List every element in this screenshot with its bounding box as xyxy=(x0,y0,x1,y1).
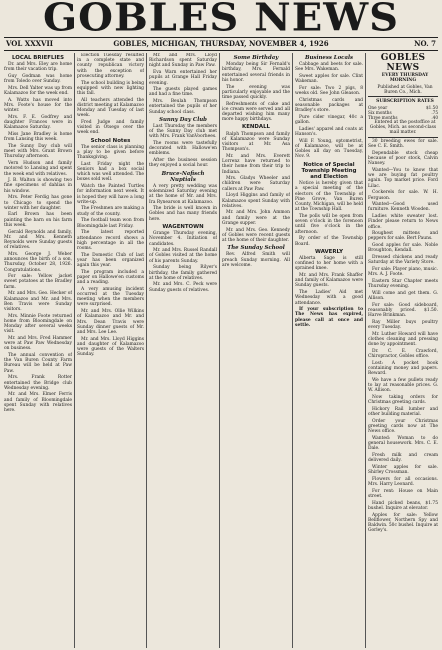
news-item: Dressed chickens and ready Saturday at the Variety Store. xyxy=(368,255,438,266)
news-item: Ralph Thompson and family of Kalamazoo were Sunday visitors at Mr. Asa Thompson's. xyxy=(222,131,290,153)
news-item: Sweet apples for sale. Clint Wakeman. xyxy=(295,74,363,85)
divider xyxy=(368,137,438,138)
section-heading: Notice of Special Township Meeting and Election xyxy=(301,161,357,181)
news-item: A very pretty wedding was solemnized Saturday evening at the home of Mr. and Mrs. Ira Rynearson at Kalamazoo. xyxy=(149,183,217,205)
news-item: Alberta Sage is still confined to her home with a sprained knee. xyxy=(295,255,363,272)
news-item: A. Watts has moved into Mrs. Foote's house for the winter. xyxy=(4,97,72,114)
column-local-briefs xyxy=(4,53,72,648)
news-item: For sale: Two 2 pigs, 8 weeks old. See John Gleason. xyxy=(295,86,363,97)
news-item: The evening was particularly enjoyable and the time passed quickly. xyxy=(222,84,290,100)
news-item: For sale: Good sideboard, reasonably priced. $1.50. Harve Brinkman. xyxy=(368,302,438,319)
news-item: Vern Hudson and family motored to Lansing and spent the week end with relatives. xyxy=(4,161,72,177)
news-item: Roughest mittens and peppers for sale. Bert Pauns. xyxy=(368,231,438,242)
news-item: Mr. and Mrs. Ollie Wilkins of Kalamazoo and Mr. and Mrs. Dean Travis were Sunday dinner guests of Mr. and Mrs. Lee Lee. xyxy=(77,309,144,335)
section-heading: Some Birthday xyxy=(233,55,279,61)
news-item: Order your Christmas greeting cards now at The News office. xyxy=(368,418,438,435)
news-item: Mrs. Frank Rotter entertained the Bridge club Wednesday evening. xyxy=(4,375,72,391)
news-item: Pure cider vinegar, 40c a gallon. xyxy=(295,115,363,126)
section-heading: The Sunday School xyxy=(227,245,285,252)
rate-term: One year xyxy=(368,105,388,110)
news-item: The program included a paper on Hallowe'en customs and a reading. xyxy=(77,269,144,286)
news-item: Grange Thursday evening, November 4. Initiation of candidates. xyxy=(149,231,217,247)
news-item: For rent: House on Main street. xyxy=(368,488,438,499)
news-item: Dependable stock cheap because of poor stock, Calvin Nansey. xyxy=(368,150,438,167)
news-item: Ladies white sweater lost. Finder please return to News office. xyxy=(368,214,438,230)
news-item: Eva Warn entertained her pupils at Grange Hall Friday evening. xyxy=(149,70,217,86)
news-item: Cabbage and beets for sale. See Mrs. Wakeman. xyxy=(295,62,363,73)
news-item: Will F. Young, optometrist, of Kalamazoo, will be at Gobles all day on Tuesday, Nov. 9. xyxy=(295,138,363,160)
news-item: Election Tuesday resulted in a complete state and county republican victory with the exception of prosecuting attorney. xyxy=(77,53,144,79)
column-masthead-ads xyxy=(368,53,438,648)
rate-price: $1.50 xyxy=(426,105,438,110)
section-heading: Sunny Day Club xyxy=(159,116,207,123)
news-item: Mr. and Mrs. Everett Lorrenz have returned to their home from their trip to Indiana. xyxy=(222,153,290,175)
article-list xyxy=(77,53,144,136)
news-item: Mr. Luther Howard will have clothes cleaning and pressing done by appointment. xyxy=(368,331,438,348)
news-item: The rooms were tastefully decorated with Hallowe'en emblems. xyxy=(149,141,217,157)
publication-place: Published at Gobles, Van Buren Co., Mich. xyxy=(377,84,433,95)
column-two xyxy=(77,53,144,648)
news-item: Mr. and Mrs. Frank Shaffer and family of Kalamazoo were Sunday guests. xyxy=(295,273,363,289)
rate-price: .75 xyxy=(431,110,438,115)
news-item: Mr. and Mrs. C. Peck were Sunday guests of relatives. xyxy=(149,282,217,293)
news-item: The school building is being equipped with new lighting this fall. xyxy=(77,80,144,96)
news-item: The polls will be open from seven o'clock in the forenoon until five o'clock in the afternoon. xyxy=(295,213,363,235)
news-item: 30 breeding ewes for sale. See C. E. Smith. xyxy=(368,139,438,150)
news-item: Mr. and Mrs. Lloyd Richardson spent Saturday night and Sunday in Paw Paw. xyxy=(149,53,217,69)
news-item: Wanted—Good used furniture. Kenneth Wooden. xyxy=(368,202,438,213)
news-item: The Domestic Club of last year has been organized again this year. xyxy=(77,252,144,269)
article-list xyxy=(222,132,290,244)
volume-number: VOL XXXVII xyxy=(6,39,54,48)
news-item: After the business session they enjoyed a social hour. xyxy=(149,158,217,169)
subscription-notice: If your subscription to The News has expired, please call at once and settle. xyxy=(295,307,363,328)
news-item: Now taking orders for Christmas greeting cards. xyxy=(368,394,438,406)
news-item: Ladies' apparel and coats at Hanson's. xyxy=(295,126,363,138)
news-item: Wanted—You to know that we are buying fat poultry again. Top market price. Ford Lilac. xyxy=(368,168,438,189)
news-item: For sale: Player piano, music. Mrs. A. J. Foote. xyxy=(368,266,438,278)
news-item: A very amusing incident occurred at the Tuesday meeting when the members were surprised. xyxy=(77,286,144,308)
news-item: Fresh milk and cream delivered daily. xyxy=(368,452,438,464)
news-item: All teachers attended the district meeting at Kalamazoo Monday and Tuesday of last week. xyxy=(77,97,144,119)
news-item: Will come and get them. G. Allison. xyxy=(368,290,438,301)
news-item: The bride is well known in Gobles and has many friends here. xyxy=(149,206,217,222)
issue-number: NO. 7 xyxy=(414,39,436,48)
column-rule xyxy=(365,53,366,648)
column-four xyxy=(222,53,290,648)
section-heading: KENDALL xyxy=(242,124,270,131)
article-list xyxy=(149,231,217,293)
section-heading: Business Locals xyxy=(304,55,354,61)
news-item: Winter apples for sale. Shirley Crossman. xyxy=(368,464,438,476)
dateline: GOBLES, MICHIGAN, THURSDAY, NOVEMBER 4, 1926 xyxy=(113,39,329,48)
publication-schedule: EVERY THURSDAY MORNING xyxy=(381,73,429,83)
masthead: GOBLES NEWS xyxy=(42,0,400,40)
column-three xyxy=(149,53,217,648)
news-item: Mrs. Peter Ferdig has gone to Chicago to spend the winter with her daughter. xyxy=(4,195,72,211)
news-item: Mr. and Mrs. Geo. Kennedy of Gobles were recent guests at the home of their daughter. xyxy=(222,227,290,243)
news-item: Last Friday night the Seniors had a box social which was well attended. The boxes sold well. xyxy=(77,161,144,183)
section-heading: Bruce-Nafisch Nuptials xyxy=(161,170,205,183)
column-rule xyxy=(146,53,147,648)
news-item: Wanted: Woman to do general housework. Mrs. C. E. Dale. xyxy=(368,435,438,452)
news-item: Mr. and Mrs. Lloyd Higgins and daughter of Kalamazoo were guests of the Walters Sunday. xyxy=(77,336,144,358)
rate-term: Six months xyxy=(368,110,392,115)
news-item: The Ladies' Aid met Wednesday with a good attendance. xyxy=(295,290,363,306)
article-list xyxy=(4,62,72,413)
news-item: Gerald Reynolds and family, Mr. and Mrs. Kenneth Reynolds were Sunday guests of relatives. xyxy=(4,229,72,251)
news-item: By order of the Township Board. xyxy=(295,236,363,247)
news-item: Mr. and Mrs. Fred Hammer were at Paw Paw Wednesday on business. xyxy=(4,335,72,352)
news-item: Guy Godman was home from Toledo over Sunday. xyxy=(4,74,72,85)
news-item: Apples for sale: Yellow Bellflower, Northern Spy and Baldwin. 50c bushel. Inquire at Gorley's. xyxy=(368,512,438,534)
subscription-rates-table xyxy=(368,105,438,120)
postal-entry-note: Entered at the postoffice at Gobles, Mich. as second-class mail matter. xyxy=(369,120,437,135)
news-item: Ray Miller buys poultry every Tuesday. xyxy=(368,319,438,330)
news-item: The annual convention of the Van Buren County Farm Bureau will be held at Paw Paw. xyxy=(4,353,72,374)
article-list xyxy=(222,62,290,122)
section-heading: WAVERLY xyxy=(314,248,343,255)
news-item: The Freshmen are making a study of the county. xyxy=(77,206,144,217)
news-item: The Sunny Day club will meet with Mrs. Grant Brown Thursday afternoon. xyxy=(4,144,72,160)
section-heading: School Notes xyxy=(90,137,131,144)
article-list xyxy=(77,253,144,358)
news-item: Flowers for all occasions. Mrs. Harry Leonard. xyxy=(368,476,438,487)
rates-heading: SUBSCRIPTION RATES xyxy=(376,98,434,104)
news-item: Christmas cards and seasonable packages at Bradley's store. xyxy=(295,97,363,114)
news-item: The guests played games and had a fine time. xyxy=(149,87,217,98)
news-item: Last Thursday the members of the Sunny Day club met with Mrs. Frank VanVoorhees. xyxy=(149,123,217,140)
section-heading: WAGENTOWN xyxy=(162,223,204,230)
column-rule xyxy=(74,53,75,648)
article-list xyxy=(77,145,144,251)
column-rule xyxy=(292,53,293,648)
news-item: Dr. and Mrs. Eley are home from their vacation trip. xyxy=(4,62,72,73)
news-item: Earl Brown has been painting the barn on his farm this week. xyxy=(4,212,72,228)
column-rule xyxy=(219,53,220,648)
news-item: Mr. and Mrs. Russel Randall of Gobles visited at the home of his parents Sunday. xyxy=(149,248,217,264)
news-item: Mrs. Minnie Foote returned home from Bloomingdale on Monday after several weeks visit. xyxy=(4,313,72,335)
news-item: We have a few pullets ready to lay at reasonable prices. G. W. Allison. xyxy=(368,377,438,394)
news-item: Mr. and Mrs. Geo. Hecker of Kalamazoo and Mr. and Mrs. Ben Travis were Sunday visitors. xyxy=(4,291,72,312)
classified-ads xyxy=(368,139,438,533)
news-item: Lost: A pocket book containing money and papers. Reward. xyxy=(368,360,438,377)
article-list xyxy=(222,252,290,268)
news-item: Miss Jane Bradley is home from Lansing this week. xyxy=(4,132,72,143)
news-item: Mrs. Beulah Thompson entertained the pupils of her Sunday school class. xyxy=(149,99,217,115)
article-list xyxy=(149,124,217,169)
news-item: Hickory Rail lumber and other building material. xyxy=(368,406,438,418)
news-item: Rev. Alfred Smith will preach Sunday morning. All are welcome. xyxy=(222,252,290,268)
folio-line xyxy=(4,37,438,51)
column-five xyxy=(295,53,363,648)
news-item: The football team won from Bloomingdale last Friday. xyxy=(77,218,144,229)
paper-nameplate: GOBLES NEWS xyxy=(380,53,426,73)
divider xyxy=(368,96,438,97)
news-item: Notice is hereby given that a special meeting of the electors of the Township of Pine Grove, Van Buren County, Michigan, will be held at the Township Hall. xyxy=(295,181,363,213)
news-item: Good apples for sale. Noble Broughton, Kendall. xyxy=(368,243,438,254)
rate-price: .40 xyxy=(431,115,438,120)
news-item: J. B. Walton is showing two fine specimens of dahlias in his window. xyxy=(4,178,72,194)
news-item: The senior class is planning a play to be given before Thanksgiving. xyxy=(77,144,144,161)
news-item: Mrs. F. E. Godfrey and daughter Frances were in Kalamazoo Saturday. xyxy=(4,115,72,131)
news-item: Sunday being Rilyer's birthday, the family gathered at the home of relatives. xyxy=(149,265,217,281)
news-item: Mr. and Mrs. John Ammon and family were at the Grange supper. xyxy=(222,210,290,226)
news-item: Cockerels for sale. W. H. Ferguson. xyxy=(368,190,438,201)
news-item: Refreshments of cake and ice cream were served and all departed wishing him many more happy birthdays. xyxy=(222,101,290,123)
news-item: Mrs. George J. Weber announces the birth of a son, Thursday, October 28, 1926. Congratulations. xyxy=(4,251,72,273)
news-item: The latest reported attendance record shows a high percentage in all the rooms. xyxy=(77,230,144,251)
news-item: Monday being Sir Fernald's birthday, Mrs. Fernald entertained several friends in his honor. xyxy=(222,62,290,83)
section-heading: LOCAL BRIEFLIES xyxy=(12,55,64,61)
news-item: Lloyd Higgins and family of Kalamazoo spent Sunday with relatives. xyxy=(222,193,290,209)
article-list xyxy=(149,184,217,222)
news-item: Mrs. Gladys Wheeler and children were Saturday callers at Paw Paw. xyxy=(222,176,290,192)
article-list xyxy=(295,62,363,159)
article-list xyxy=(295,256,363,306)
news-item: Mr. and Mrs. Elmer Ferris and family of Bloomingdale spent Sunday with relatives here. xyxy=(4,392,72,414)
news-item: Watch the Painted Turtles for information next week. It is hoped they will have a long write-up. xyxy=(77,184,144,205)
news-item: Mrs. Dell Yalter was up from Kalamazoo for the week end. xyxy=(4,86,72,97)
news-item: Dr. C. E. Crawford, Chiropractor, Gobles office. xyxy=(368,348,438,360)
rate-term: Three months xyxy=(368,115,398,120)
article-list xyxy=(295,181,363,246)
news-item: Eastern Star Chapter meets Thursday evening. xyxy=(368,278,438,290)
news-item: Hand picked beans, $1.75 bushel. Inquire at elevator. xyxy=(368,500,438,511)
news-item: For sale: Yellow jacket sweet potatoes at the Bradley farm. xyxy=(4,274,72,290)
article-list xyxy=(149,53,217,115)
news-item: Fred Judge and family visited in Otsego over the week end. xyxy=(77,119,144,136)
